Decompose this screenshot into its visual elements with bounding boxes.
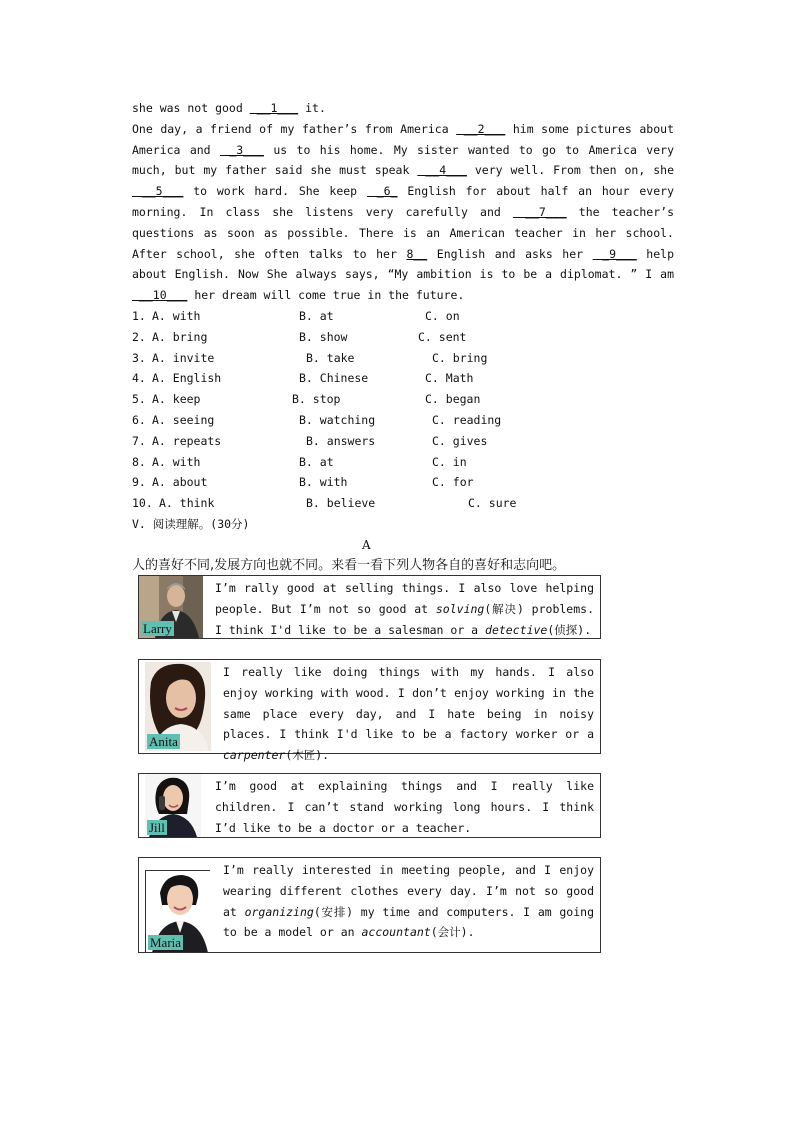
section-heading: V. 阅读理解。(30分) (132, 517, 250, 531)
question-number: 1. (132, 309, 146, 323)
profile-card-maria (138, 857, 601, 953)
blank-9: _9___ (592, 246, 637, 261)
option-a: A. about (152, 475, 208, 490)
option-a: A. keep (152, 392, 201, 407)
name-label: Jill (149, 820, 165, 835)
card-sentence: (会计). (430, 925, 475, 940)
blank-3: _3___ (219, 142, 264, 157)
reading-intro: 人的喜好不同,发展方向也就不同。来看一看下列人物各自的喜好和志向吧。 (132, 558, 566, 573)
option-b: B. Chinese (299, 371, 369, 386)
passage-text: she was not good (132, 101, 250, 115)
passage-text: it. (298, 101, 326, 115)
option-a: A. repeats (152, 433, 222, 448)
option-row (132, 306, 692, 327)
blank-2: __2___ (456, 121, 506, 136)
option-b: B. show (299, 329, 348, 344)
card-sentence: I’m really interested in meeting people, and I enjoy wearing different clothes every day. I’m not so good at (223, 863, 594, 919)
option-b: B. believe (306, 496, 376, 511)
name-label: Anita (149, 734, 178, 749)
passage-text: to work hard. She keep (183, 184, 367, 199)
passage-text: English and asks her (427, 246, 593, 261)
name-label: Larry (143, 621, 172, 636)
passage-text: him some pictures about America and (132, 121, 674, 157)
question-number: 7. (132, 433, 146, 448)
option-a: A. think (159, 496, 215, 511)
passage-text: English for about half an hour every morning. In class she listens very carefully and (132, 184, 674, 219)
profile-card-jill (138, 773, 601, 838)
passage-text: One day, a friend of my father’s from America (132, 121, 457, 136)
option-row (132, 368, 692, 389)
card-sentence: (木匠). (285, 748, 330, 763)
photo-larry (139, 576, 203, 638)
option-a: A. invite (152, 350, 215, 365)
blank-4: __4___ (417, 163, 467, 178)
card-sentence: I’m good at explaining things and I really like children. I can’t stand working long hours. I think I’d like to be a doctor or a teacher. (215, 779, 594, 835)
passage-text: help about English. Now She always says, “My ambition is to be a diplomat. ” I am (132, 246, 674, 282)
profile-card-anita (138, 659, 601, 763)
passage-line-0 (132, 98, 674, 119)
option-b: B. with (299, 475, 348, 490)
option-a: A. bring (152, 329, 208, 344)
question-number: 6. (132, 412, 146, 427)
passage-text: her dream will come true in the future. (187, 288, 465, 303)
option-c: C. reading (432, 412, 502, 427)
option-row (132, 431, 692, 452)
option-a: A. with (152, 454, 201, 469)
option-row (132, 493, 692, 514)
card-sentence: I really like doing things with my hands. I also enjoy working with wood. I don’t enjoy working in the same place every day, and I hate being in noisy places. I think I'd like to be a factory worker or a (223, 665, 594, 742)
card-sentence: (侦探). (547, 622, 592, 637)
card-text (215, 578, 594, 640)
card-sentence: I’m rally good at selling things. I also love helping people. But I’m not so good at (215, 581, 594, 616)
blank-1: __1___ (249, 101, 299, 115)
option-row (132, 472, 692, 493)
option-row (132, 452, 692, 473)
blank-5: __5___ (132, 184, 184, 199)
subsection-label: A (362, 538, 371, 552)
question-number: 10. (132, 496, 153, 511)
question-number: 5. (132, 392, 146, 407)
card-text (223, 860, 594, 943)
answer-options (132, 306, 692, 514)
option-c: C. sent (418, 329, 467, 344)
card-sentence: (解决) problems. I think I'd like to be a salesman or a (215, 601, 594, 637)
passage-paragraph-2 (132, 119, 674, 306)
option-b: B. watching (299, 412, 376, 427)
option-c: C. began (425, 392, 481, 407)
photo-anita (145, 662, 211, 751)
option-a: A. seeing (152, 412, 215, 427)
card-text (215, 776, 594, 838)
question-number: 4. (132, 371, 146, 386)
question-number: 2. (132, 329, 146, 344)
question-number: 9. (132, 475, 146, 490)
vocab-word: carpenter (223, 748, 286, 763)
option-b: B. at (299, 454, 334, 469)
vocab-word: detective (485, 622, 548, 637)
blank-6: _6_ (366, 184, 398, 199)
passage-text: very well. From then on, she (466, 163, 675, 178)
option-c: C. on (425, 309, 460, 323)
option-row (132, 348, 692, 369)
photo-jill (145, 774, 201, 837)
option-c: C. Math (425, 371, 474, 386)
option-b: B. take (306, 350, 355, 365)
option-c: C. in (432, 454, 467, 469)
option-c: C. for (432, 475, 474, 490)
name-label: Maria (150, 935, 182, 950)
question-number: 3. (132, 350, 146, 365)
card-sentence: (安排) my time and computers. I am going to be a model or an (223, 904, 595, 940)
vocab-word: accountant (361, 925, 431, 940)
option-c: C. sure (468, 496, 517, 511)
photo-maria (145, 870, 210, 952)
option-a: A. English (152, 371, 222, 386)
cloze-passage (132, 98, 674, 306)
option-c: C. bring (432, 350, 488, 365)
blank-7: __7___ (512, 204, 567, 219)
question-number: 8. (132, 454, 146, 469)
profile-card-larry (138, 575, 601, 639)
option-row (132, 327, 692, 348)
option-b: B. stop (292, 392, 341, 407)
option-b: B. answers (306, 433, 376, 448)
passage-text: the teacher’s questions as soon as possible. There is an American teacher in her school. After school, she often talks to her (132, 204, 674, 261)
option-a: A. with (152, 309, 201, 323)
passage-text: us to his home. My sister wanted to go to America very much, but my father said she must speak (132, 142, 674, 178)
card-text (223, 662, 594, 766)
blank-10: __10___ (132, 288, 188, 303)
option-c: C. gives (432, 433, 488, 448)
option-row (132, 410, 692, 431)
option-b: B. at (299, 309, 334, 323)
vocab-word: solving (435, 601, 485, 616)
vocab-word: organizing (244, 904, 314, 919)
option-row (132, 389, 692, 410)
blank-8: 8__ (406, 246, 428, 261)
